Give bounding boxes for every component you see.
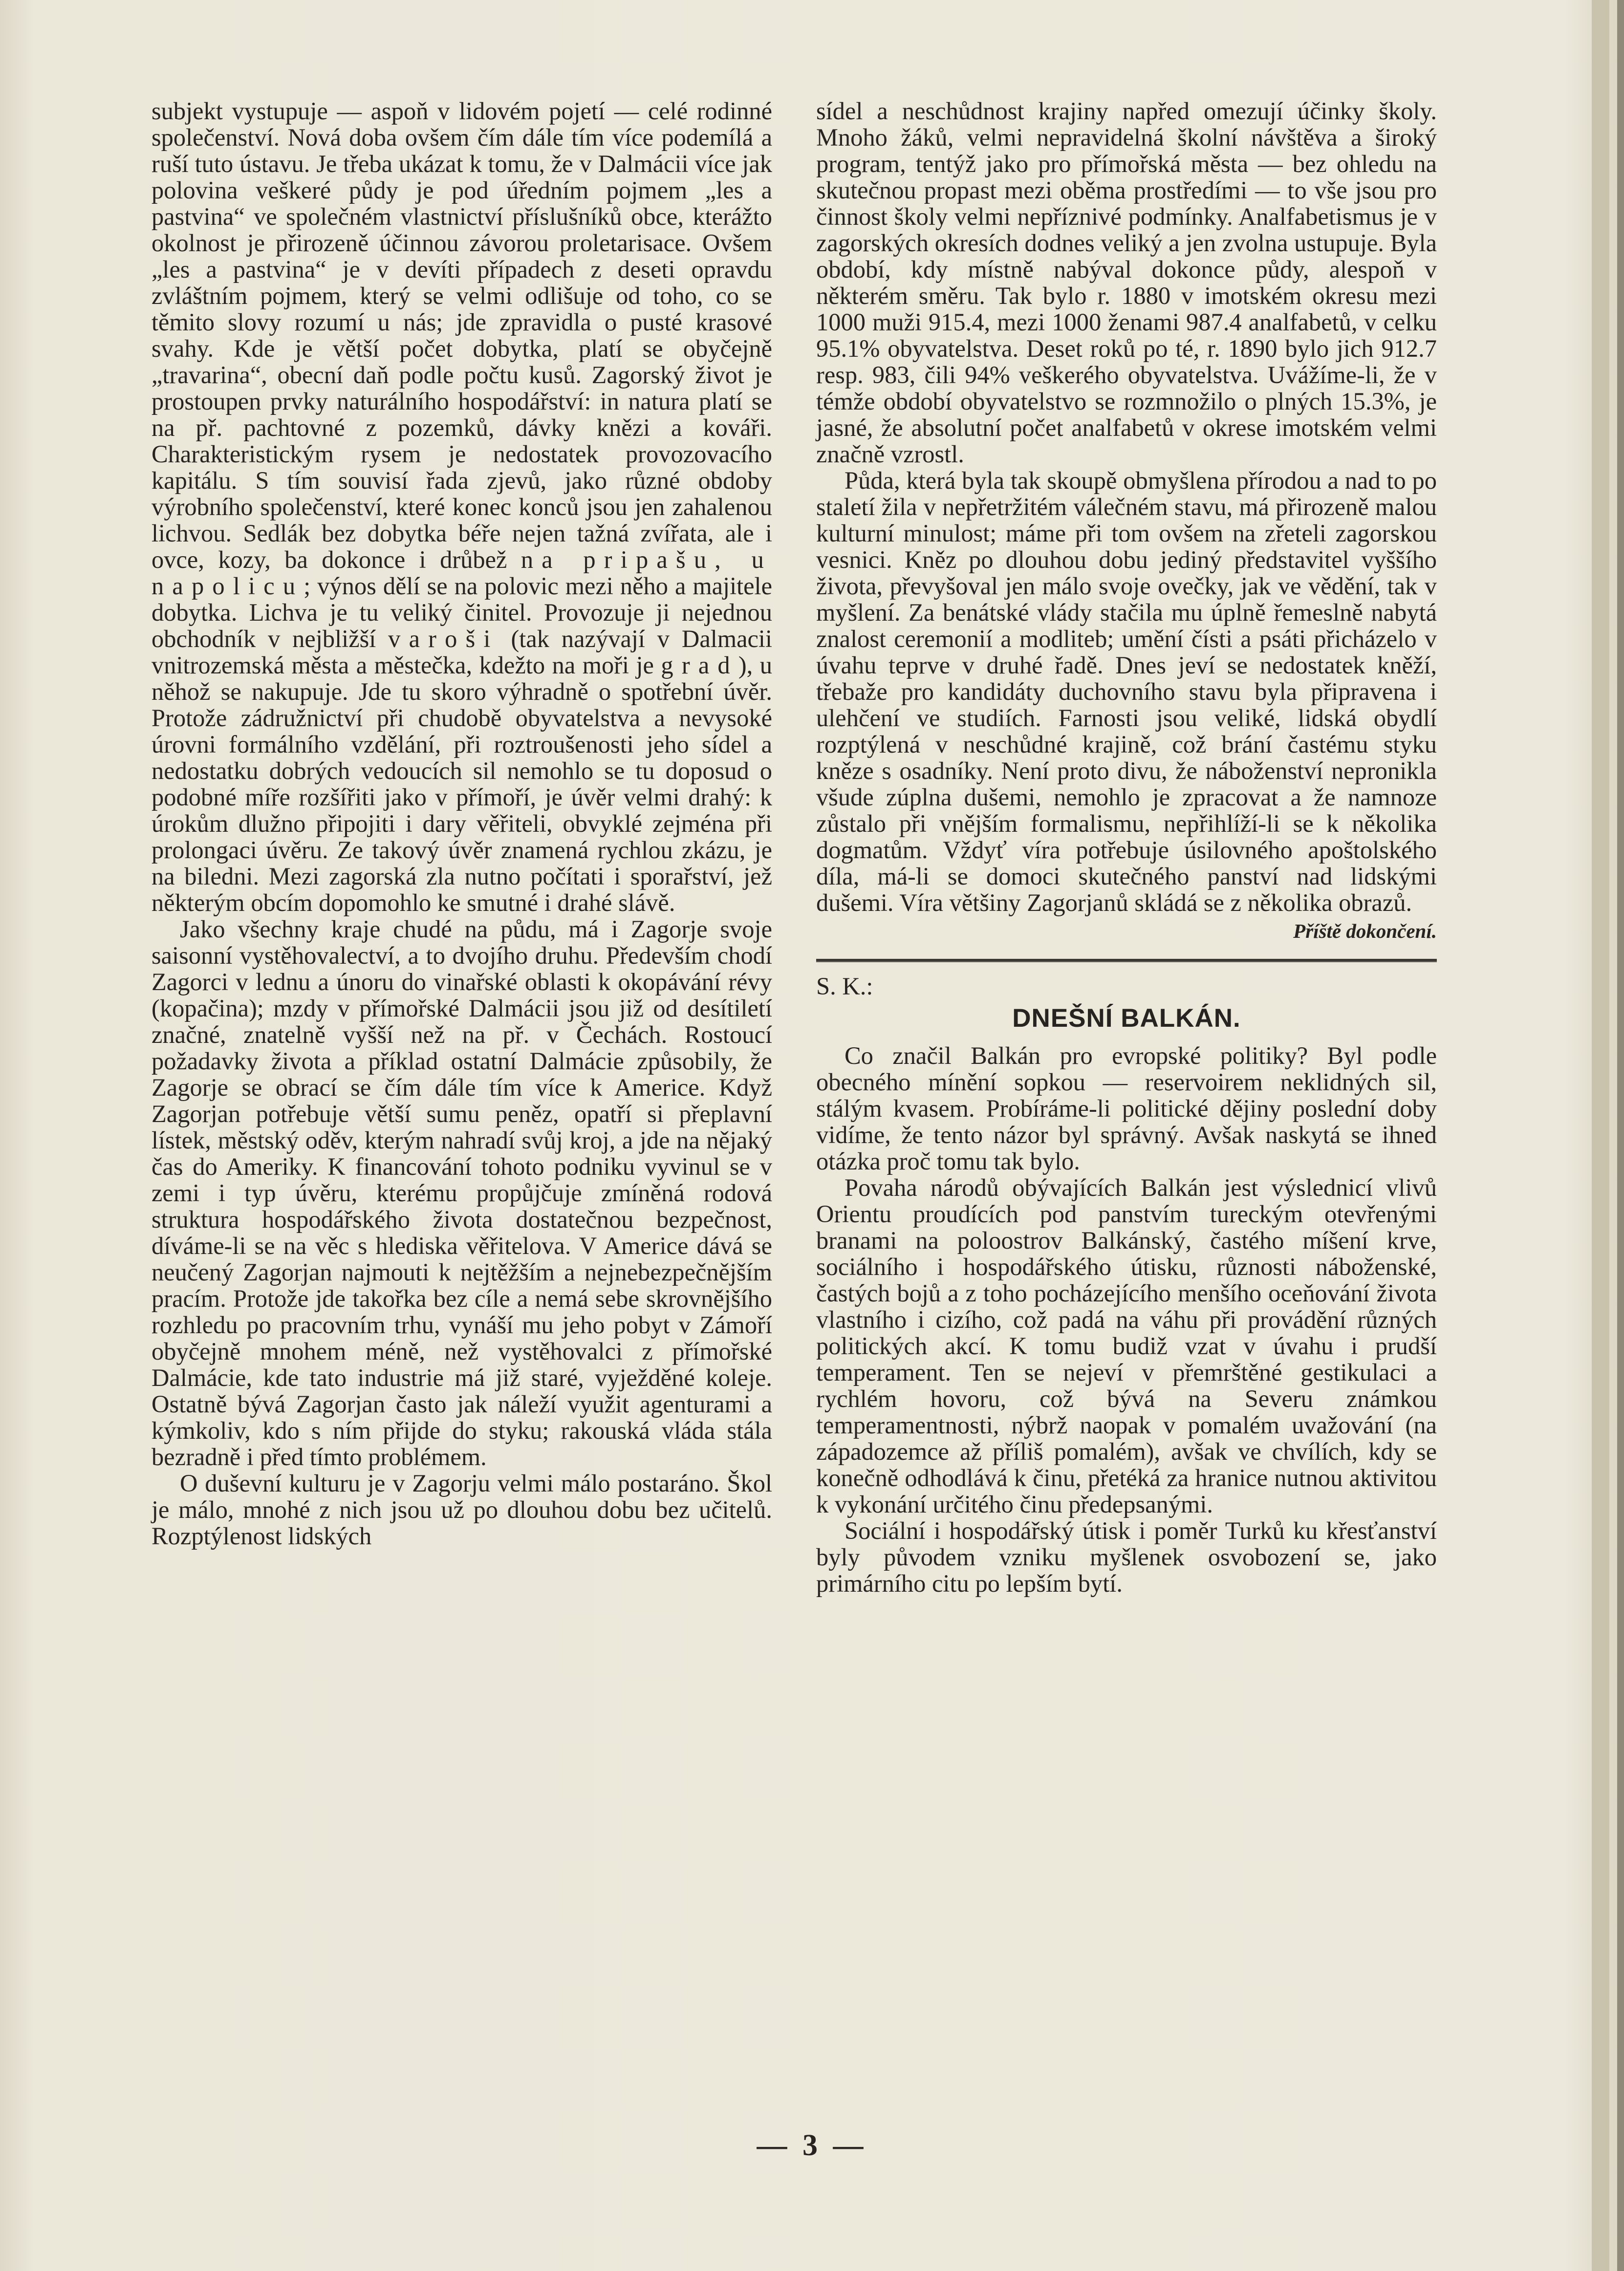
- article-paragraph-1: Co značil Balkán pro evropské politiky? Byl podle obecného mínění sopkou — reservoirem neklidných sil, stálým kvasem. Probíráme-li politické dějiny poslední doby vidíme, že tento názor byl správný. Avšak naskytá se ihned otázka proč tomu tak bylo.: [816, 1042, 1437, 1175]
- left-spaced-word: varoši: [388, 625, 499, 652]
- right-paragraph-2-text: Půda, která byla tak skoupě obmyšlena přírodou a nad to po staletí žila v nepřetržitém válečném stavu, má přirozeně malou kulturní minulost; máme při tom ovšem na zřeteli zagorskou vesnici. Kněz po dlouhou dobu jediný představitel vyššího života, převyšoval jen málo svoje ovečky, jak ve vědění, tak v myšlení. Za benátské vlády stačila mu úplně řemeslně nabytá znalost ceremonií a modliteb; umění čísti a psáti přicházelo v úvahu teprve v druhé řadě. Dnes jeví se nedostatek kněží, třebaže pro kandidáty duchovního stavu byla připravena i ulehčení ve studiích. Farnosti jsou veliké, lidská obydlí rozptýlená v neschůdné krajině, což brání častému styku kněze s osadníky. Není proto divu, že náboženství nepronikla všude zúplna dušemi, nemohlo je zpracovat a že namnoze zůstalo při vnějším formalismu, nepřihlíží-li se k několika dogmatům. Vždyť víra potřebuje úsilovného apoštolského díla, má-li se domoci skutečného panství nad lidskými dušemi. Víra většiny Zagorjanů skládá se z několika obrazů.: [816, 467, 1437, 916]
- book-spine-shadow: [1592, 0, 1609, 2271]
- left-paragraph-2: Jako všechny kraje chudé na půdu, má i Zagorje svoje saisonní vystěhovalectví, a to dvojího druhu. Především chodí Zagorci v lednu a únoru do vinařské oblasti k okopávání révy (kopačina); mzdy v přímořské Dalmácii jsou již od desítiletí značné, znatelně vyšší než na př. v Čechách. Rostoucí požadavky života a příklad ostatní Dalmácie způsobily, že Zagorje se obrací se čím dále tím více k Americe. Když Zagorjan potřebuje větší sumu peněz, opatří si přeplavní lístek, městský oděv, kterým nahradí svůj kroj, a jde na nějaký čas do Ameriky. K financování tohoto podniku vyvinul se v zemi i typ úvěru, kterému propůjčuje zmíněná rodová struktura hospodářského života dostatečnou bezpečnost, díváme-li se na věc s hlediska věřitelova. V Americe dává se neučený Zagorjan najmouti k nejtěžším a nejnebezpečnějším pracím. Protože jde takořka bez cíle a nemá sebe skrovnějšího rozhledu po pracovním trhu, vynáší mu jeho pobyt v Zámoří obyčejně mnohem méně, než vystěhovalci z přímořské Dalmácie, kde tato industrie má již staré, vyježděné koleje. Ostatně bývá Zagorjan často jak náleží využit agenturami a kýmkoliv, kdo s ním přijde do styku; rakouská vláda stála bezradně i před tímto problémem.: [152, 915, 772, 1471]
- left-paragraph-1: [152, 98, 772, 916]
- article-title: DNEŠNÍ BALKÁN.: [1012, 1004, 1241, 1033]
- continued-note: Příště dokončení.: [1293, 920, 1437, 942]
- left-text-run: subjekt vystupuje — aspoň v lidovém pojetí — celé rodinné společenství. Nová doba ovšem čím dále tím více podemílá a ruší tuto ústavu. Je třeba ukázat k tomu, že v Dalmácii více jak polovina veškeré půdy je pod úředním pojmem „les a pastvina“ ve společném vlastnictví příslušníků obce, kterážto okolnost je přirozeně účinnou závorou proletarisace. Ovšem „les a pastvina“ je v devíti případech z deseti opravdu zvláštním pojmem, který se velmi odlišuje od toho, co se těmito slovy rozumí u nás; jde zpravidla o pusté krasové svahy. Kde je větší počet dobytka, platí se obyčejně „travarina“, obecní daň podle počtu kusů. Zagorský život je prostoupen prvky naturálního hospodářství: in natura platí se na př. pachtovné z pozemků, dávky knězi a kováři. Charakteristickým rysem je nedostatek provozovacího kapitálu. S tím souvisí řada zjevů, jako různé obdoby výrobního společenství, které konec konců jsou jen zahalenou lichvou. Sedlák bez dobytka béře nejen tažná zvířata, ale i ovce, kozy, ba dokonce i drůbež: [152, 97, 772, 573]
- left-spaced-phrase: na pripašu, u napolicu: [152, 546, 772, 600]
- left-text-run: ), u něhož se nakupuje. Jde tu skoro výhradně o spotřební úvěr. Protože zádružnictví při chudobě obyvatelstva a nevysoké úrovni formálního vzdělání, při roztroušenosti jeho sídel a nedostatku dobrých vedoucích sil nemohlo se tu doposud o podobné míře rozšířiti jako v přímoří, je úvěr velmi drahý: k úrokům dlužno připojiti i dary věřiteli, obvyklé zejména při prolongaci úvěru. Ze takový úvěr znamená rychlou zkázu, je na biledni. Mezi zagorská zla nutno počítati i sporařství, jež některým obcím dopomohlo ke smutné i drahé slávě.: [152, 651, 772, 916]
- section-divider: [816, 959, 1437, 962]
- article-paragraph-3: Sociální i hospodářský útisk i poměr Turků ku křesťanství byly původem vzniku myšlenek osvobození se, jako primárního citu po lepším bytí.: [816, 1517, 1437, 1597]
- left-text-run: (tak nazývají v Dalmacii vnitrozemská města a městečka, kdežto na moři je: [152, 625, 772, 679]
- left-spaced-word: grad: [661, 651, 738, 679]
- right-paragraph-1: sídel a neschůdnost krajiny napřed omezují účinky školy. Mnoho žáků, velmi nepravidelná školní návštěva a široký program, tentýž jako pro přímořská města — bez ohledu na skutečnou propast mezi oběma prostředími — to vše jsou pro činnost školy velmi nepříznivé podmínky. Analfabetismus je v zagorských okresích dodnes veliký a jen zvolna ustupuje. Byla období, kdy místně nabýval dokonce půdy, alespoň v některém směru. Tak bylo r. 1880 v imotském okresu mezi 1000 muži 915.4, mezi 1000 ženami 987.4 analfabetů, v celku 95.1% obyvatelstva. Deset roků po té, r. 1890 bylo jich 912.7 resp. 983, čili 94% veškerého obyvatelstva. Uvážíme-li, že v témže období obyvatelstvo se rozmnožilo o plných 15.3%, je jasné, že absolutní počet analfabetů v okrese imotském velmi značně vzrostl.: [816, 97, 1437, 468]
- article-author: S. K.:: [816, 973, 873, 1000]
- page-number: — 3 —: [757, 2129, 867, 2162]
- book-binding-edge: [1617, 0, 1624, 2271]
- left-paragraph-3: O duševní kulturu je v Zagorju velmi málo postaráno. Škol je málo, mnohé z nich jsou už po dlouhou dobu bez učitelů. Rozptýlenost lidských: [152, 1470, 772, 1550]
- right-paragraph-2: [816, 467, 1437, 942]
- left-text-run: ; výnos dělí se na polovic mezi něho a majitele dobytka. Lichva je tu veliký činitel. Provozuje ji nejednou obchodník v nejbližší: [152, 572, 772, 652]
- left-column: [152, 98, 772, 1549]
- right-column: [816, 98, 1437, 1597]
- article-paragraph-2: Povaha národů obývajících Balkán jest výslednicí vlivů Orientu proudících pod panstvím tureckým otevřenými branami na poloostrov Balkánský, častého míšení krve, sociálního i hospodářského útisku, různosti náboženské, častých bojů a z toho pocházejícího menšího oceňování života vlastního i cizího, což padá na váhu při provádění různých politických akcí. K tomu budiž vzat v úvahu i prudší temperament. Ten se nejeví v přemrštěné gestikulaci a rychlém hovoru, což bývá na Severu známkou temperamentnosti, nýbrž naopak v pomalém uvažování (na západozemce až příliš pomalém), avšak ve chvílích, kdy se konečně odhodlává k činu, přetéká za hranice nutnou aktivitou k vykonání určitého činu předepsanými.: [816, 1174, 1437, 1518]
